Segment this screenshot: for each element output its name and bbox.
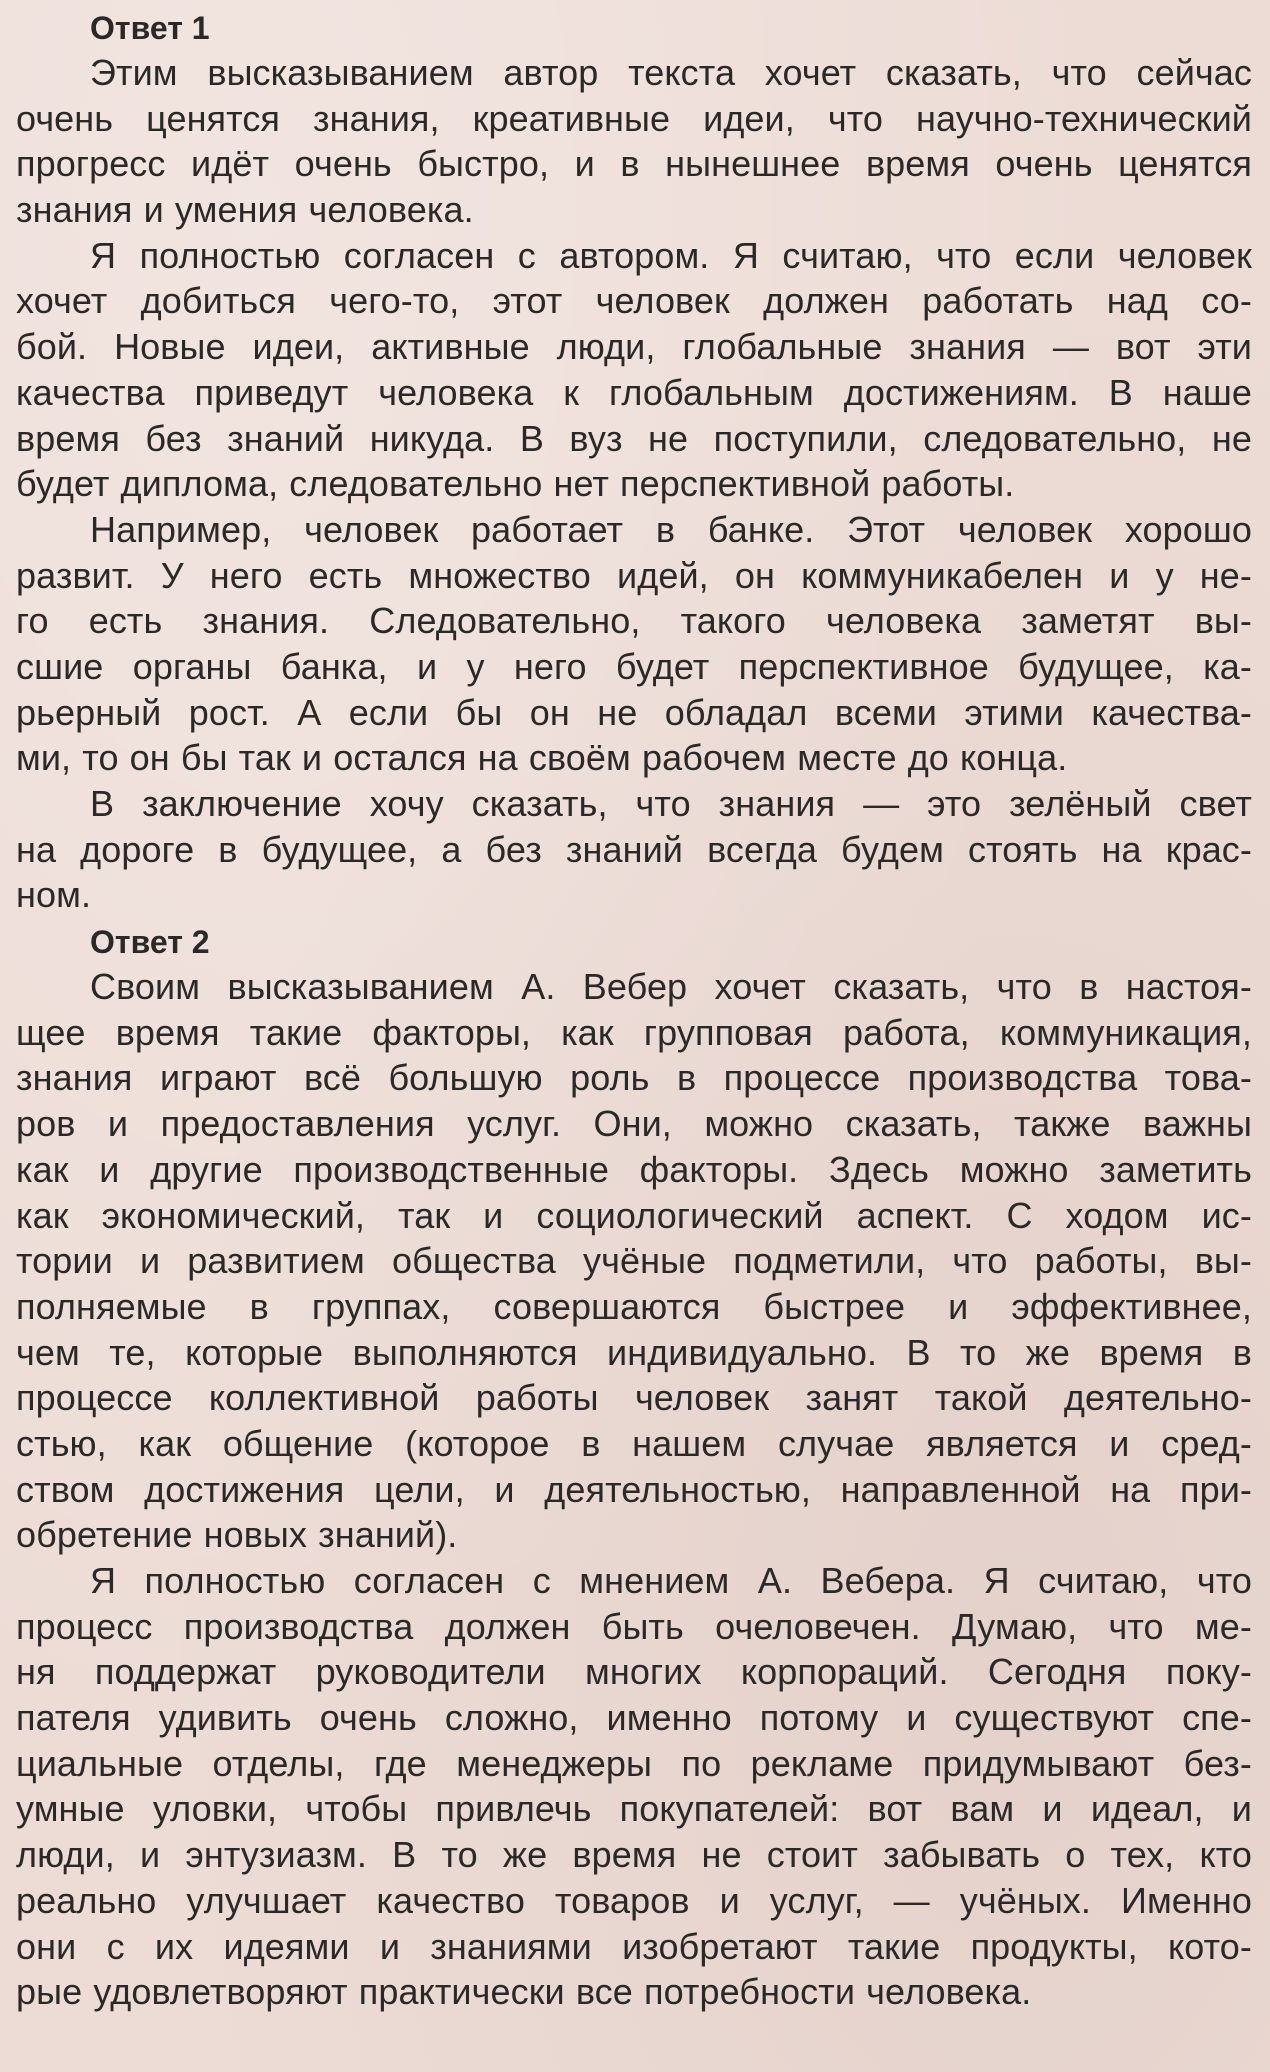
text-line: процессе коллективной работы человек занят такой деятельно- — [16, 1377, 1252, 1419]
text-line: умные уловки, чтобы привлечь покупателей: вот вам и идеал, и — [16, 1788, 1252, 1830]
text-line: время без знаний никуда. В вуз не поступили, следовательно, не — [16, 417, 1252, 459]
text-line: как и другие производственные факторы. Здесь можно заметить — [16, 1148, 1252, 1190]
text-line: рьерный рост. А если бы он не обладал всеми этими качества- — [16, 691, 1252, 733]
answer-2-section — [16, 920, 1252, 2015]
text-line: процесс производства должен быть очеловечен. Думаю, что ме- — [16, 1605, 1252, 1647]
text-line: обретение новых знаний). — [16, 1514, 458, 1556]
answer-2-paragraph-2 — [16, 1558, 1252, 2015]
text-line: рые удовлетворяют практически все потребности человека. — [16, 1971, 1032, 2013]
text-line: ном. — [16, 874, 92, 916]
answer-2-paragraph-1 — [16, 964, 1252, 1558]
text-line: прогресс идёт очень быстро, и в нынешнее время очень ценятся — [16, 143, 1252, 185]
answer-1-heading: Ответ 1 — [90, 10, 210, 46]
document-page — [16, 6, 1252, 2015]
text-line: Я полностью согласен с автором. Я считаю, что если человек — [90, 234, 1252, 276]
answer-2-heading: Ответ 2 — [90, 924, 210, 961]
text-line: Своим высказыванием А. Вебер хочет сказать, что в настоя- — [90, 966, 1252, 1008]
text-line: люди, и энтузиазм. В то же время не стоит забывать о тех, кто — [16, 1834, 1252, 1876]
text-line: полняемые в группах, совершаются быстрее и эффективнее, — [16, 1285, 1252, 1327]
text-line: го есть знания. Следовательно, такого человека заметят вы- — [16, 600, 1252, 642]
answer-1-section — [16, 6, 1252, 918]
text-line: качества приведут человека к глобальным достижениям. В наше — [16, 371, 1252, 413]
text-line: Я полностью согласен с мнением А. Вебера. Я считаю, что — [90, 1560, 1252, 1601]
text-line: ня поддержат руководители многих корпораций. Сегодня поку- — [16, 1651, 1252, 1693]
text-line: развит. У него есть множество идей, он коммуникабелен и у не- — [16, 554, 1252, 596]
text-line: циальные отделы, где менеджеры по рекламе придумывают без- — [16, 1742, 1252, 1784]
text-line: пателя удивить очень сложно, именно потому и существуют спе- — [16, 1697, 1252, 1739]
text-line: будет диплома, следовательно нет перспективной работы. — [16, 463, 1015, 505]
text-line: В заключение хочу сказать, что знания — это зелёный свет — [90, 783, 1252, 824]
text-line: очень ценятся знания, креативные идеи, что научно-технический — [16, 97, 1252, 139]
text-line: ров и предоставления услуг. Они, можно сказать, также важны — [16, 1103, 1252, 1145]
text-line: стью, как общение (которое в нашем случае является и сред- — [16, 1422, 1252, 1464]
text-line: знания играют всё большую роль в процессе производства това- — [16, 1057, 1252, 1099]
text-line: сшие органы банка, и у него будет перспективное будущее, ка- — [16, 645, 1252, 687]
text-line: Например, человек работает в банке. Этот человек хорошо — [90, 508, 1252, 550]
answer-1-paragraph-4 — [16, 781, 1252, 918]
text-line: знания и умения человека. — [16, 189, 474, 231]
text-line: реально улучшает качество товаров и услуг, — учёных. Именно — [16, 1879, 1252, 1921]
text-line: чем те, которые выполняются индивидуально. В то же время в — [16, 1331, 1252, 1373]
text-line: тории и развитием общества учёные подметили, что работы, вы- — [16, 1240, 1252, 1282]
text-line: ством достижения цели, и деятельностью, направленной на при- — [16, 1468, 1252, 1510]
text-line: щее время такие факторы, как групповая работа, коммуникация, — [16, 1011, 1252, 1053]
answer-1-paragraph-3 — [16, 507, 1252, 781]
text-line: они с их идеями и знаниями изобретают такие продукты, кото- — [16, 1925, 1252, 1967]
answer-1-paragraph-2 — [16, 233, 1252, 507]
text-line: бой. Новые идеи, активные люди, глобальные знания — вот эти — [16, 326, 1252, 368]
text-line: ми, то он бы так и остался на своём рабочем месте до конца. — [16, 737, 1068, 779]
answer-1-paragraph-1 — [16, 50, 1252, 233]
text-line: на дороге в будущее, а без знаний всегда будем стоять на крас- — [16, 828, 1252, 870]
text-line: хочет добиться чего-то, этот человек должен работать над со- — [16, 280, 1252, 322]
text-line: как экономический, так и социологический аспект. С ходом ис- — [16, 1194, 1252, 1236]
text-line: Этим высказыванием автор текста хочет сказать, что сейчас — [90, 52, 1252, 93]
